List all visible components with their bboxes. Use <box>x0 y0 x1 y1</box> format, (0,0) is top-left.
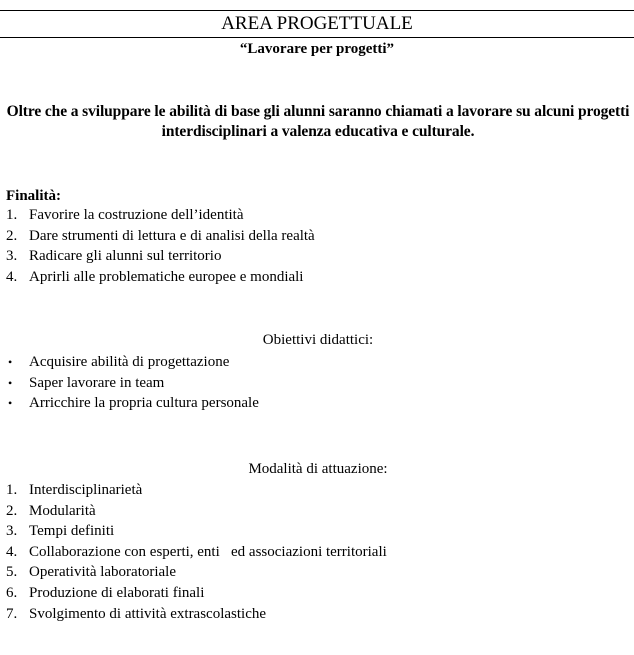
list-number: 1. <box>6 207 18 223</box>
list-number: 7. <box>6 605 18 622</box>
list-number: 5. <box>6 564 18 581</box>
finalita-list <box>6 205 315 287</box>
list-item-text: Dare strumenti di lettura e di analisi della realtà <box>29 227 315 244</box>
list-item-text: Operatività laboratoriale <box>29 564 177 581</box>
intro-paragraph: Oltre che a sviluppare le abilità di base gli alunni saranno chiamati a lavorare su alcuni progetti interdisciplinari a valenza educativa e culturale. <box>6 103 630 140</box>
list-number: 4. <box>6 268 18 285</box>
list-item-text: Svolgimento di attività extrascolastiche <box>29 605 267 622</box>
list-item-text: Favorire la costruzione dell’identità <box>29 207 244 223</box>
list-item-text: Tempi definiti <box>29 523 115 540</box>
bullet-icon: • <box>8 355 13 369</box>
obiettivi-heading <box>0 331 634 349</box>
list-item <box>6 352 259 373</box>
list-item <box>6 562 387 583</box>
list-item-text: Interdisciplinarietà <box>29 482 143 498</box>
list-number: 3. <box>6 248 18 265</box>
list-number: 2. <box>6 502 18 519</box>
list-item <box>6 205 315 226</box>
list-item-text: Acquisire abilità di progettazione <box>29 354 230 370</box>
list-item <box>6 604 387 625</box>
list-item-text: Radicare gli alunni sul territorio <box>29 248 222 265</box>
list-item <box>6 246 315 267</box>
list-item-text: Arricchire la propria cultura personale <box>29 395 259 412</box>
list-number: 2. <box>6 227 18 244</box>
document-subtitle: “Lavorare per progetti” <box>239 41 395 57</box>
list-number: 4. <box>6 543 18 560</box>
list-item <box>6 501 387 522</box>
obiettivi-list <box>6 352 259 414</box>
list-item-text: Collaborazione con esperti, enti ed associazioni territoriali <box>29 543 387 560</box>
list-item <box>6 521 387 542</box>
list-item-text: Saper lavorare in team <box>29 374 165 391</box>
bullet-icon: • <box>8 375 13 390</box>
bullet-icon: • <box>8 396 13 411</box>
list-item <box>6 373 259 394</box>
modalita-heading-text: Modalità di attuazione: <box>248 461 388 477</box>
modalita-list <box>6 480 387 624</box>
list-item-text: Modularità <box>29 502 96 519</box>
list-number: 6. <box>6 584 18 601</box>
finalita-heading: Finalità: <box>6 188 61 204</box>
list-item <box>6 226 315 247</box>
list-item <box>6 480 387 501</box>
list-item <box>6 267 315 288</box>
list-item <box>6 542 387 563</box>
modalita-heading <box>0 460 634 478</box>
list-number: 1. <box>6 482 18 498</box>
list-item-text: Produzione di elaborati finali <box>29 584 205 601</box>
list-item-text: Aprirli alle problematiche europee e mondiali <box>29 268 304 285</box>
list-number: 3. <box>6 523 18 540</box>
list-item <box>6 583 387 604</box>
document-title: AREA PROGETTUALE <box>0 10 634 38</box>
list-item <box>6 393 259 414</box>
obiettivi-heading-text: Obiettivi didattici: <box>262 332 374 348</box>
